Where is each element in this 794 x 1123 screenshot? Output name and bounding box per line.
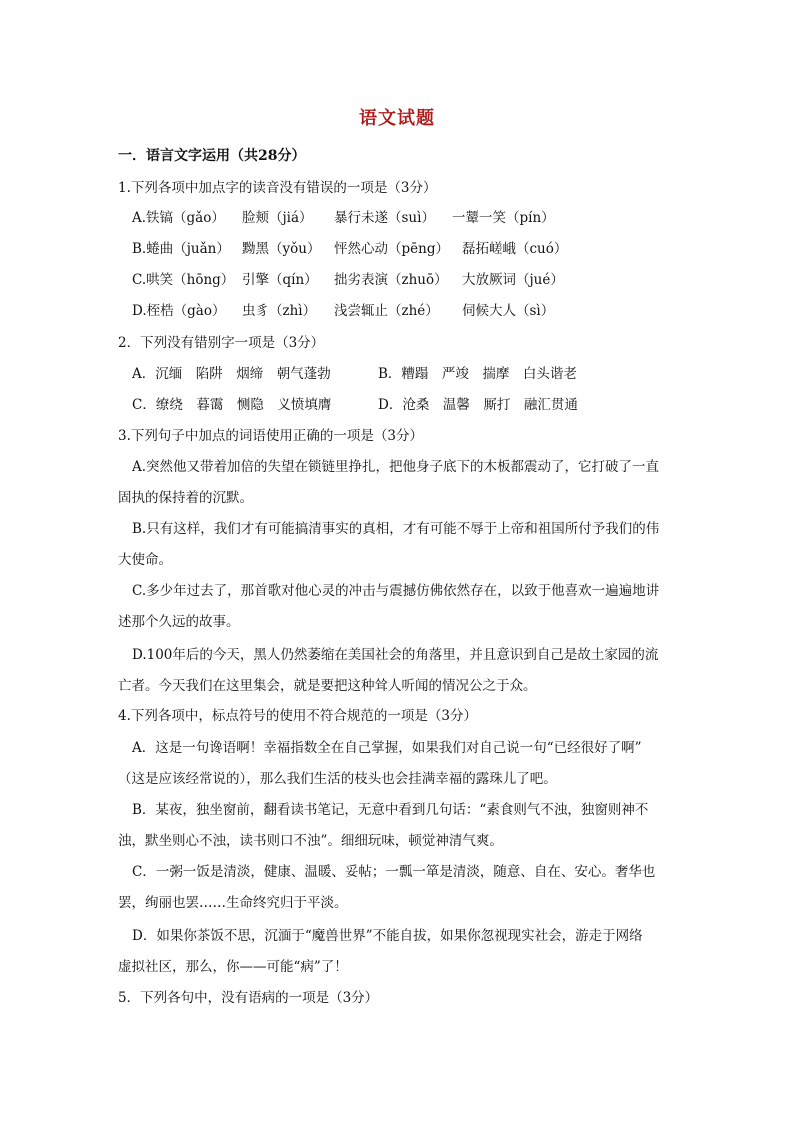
- q1-stem: 1.下列各项中加点字的读音没有错误的一项是（3分）: [118, 180, 437, 196]
- q3-option-c-line2: 述那个久远的故事。: [118, 614, 240, 630]
- q4-option-d-line1: D．如果你茶饭不思，沉湎于“魔兽世界”不能自拔，如果你忽视现实社会，游走于网络: [132, 928, 643, 944]
- q1-b-4: 磊拓嵯峨（cuó）: [462, 241, 568, 257]
- q1-a-1: A.铁镐（gǎo）: [132, 210, 225, 226]
- q3-option-d-line2: 亡者。今天我们在这里集会，就是要把这种耸人听闻的情况公之于众。: [118, 678, 537, 694]
- q1-option-c: [132, 270, 564, 290]
- q4-option-c-line1: C．一粥一饭是清淡，健康、温暖、妥帖；一瓢一箪是清淡，随意、自在、安心。奢华也: [132, 864, 656, 880]
- q2-option-b: B．糟蹋 严竣 揣摩 白头谐老: [378, 366, 577, 382]
- q4-option-b-line2: 浊，默坐则心不浊，读书则口不浊”。细细玩味，顿觉神清气爽。: [118, 833, 503, 849]
- q1-option-d: [132, 301, 554, 321]
- q3-option-a-line1: A.突然他又带着加倍的失望在锁链里挣扎，把他身子底下的木板都震动了，它打破了一直: [132, 459, 660, 475]
- page-title: 语文试题: [359, 108, 435, 129]
- q2-stem: 2．下列没有错别字一项是（3分）: [118, 335, 325, 351]
- q1-d-4: 伺候大人（sì）: [462, 303, 555, 319]
- q1-b-1: B.蜷曲（juǎn）: [132, 241, 230, 257]
- q4-option-d-line2: 虚拟社区，那么，你——可能“病”了！: [118, 959, 348, 975]
- q1-d-1: D.桎梏（gào）: [132, 303, 226, 319]
- q4-option-a-line1: A．这是一句谗语啊！幸福指数全在自己掌握，如果我们对自己说一句“已经很好了啊”: [132, 740, 642, 756]
- q4-option-b-line1: B．某夜，独坐窗前，翻看读书笔记，无意中看到几句话：“素食则气不浊，独窗则神不: [132, 802, 649, 818]
- q2-option-a: A．沉缅 陷阱 烟缔 朝气蓬勃: [132, 366, 331, 382]
- q1-option-b: [132, 239, 567, 259]
- q3-option-b-line2: 大使命。: [118, 552, 172, 568]
- q1-a-4: 一颦一笑（pín）: [452, 210, 555, 226]
- q2-option-c: C．缭绕 暮霭 恻隐 义愤填膺: [132, 397, 332, 413]
- q5-stem: 5．下列各句中，没有语病的一项是（3分）: [118, 990, 379, 1006]
- q3-option-a-line2: 固执的保持着的沉默。: [118, 490, 253, 506]
- q4-option-a-line2: （这是应该经常说的），那么我们生活的枝头也会挂满幸福的露珠儿了吧。: [118, 771, 557, 787]
- q4-stem: 4.下列各项中，标点符号的使用不符合规范的一项是（3分）: [118, 708, 477, 724]
- q1-d-3: 浅尝辄止（zhé）: [334, 303, 439, 319]
- q1-b-3: 怦然心动（pēng）: [334, 241, 449, 257]
- q3-option-c-line1: C.多少年过去了，那首歌对他心灵的冲击与震撼仿佛依然存在，以致于他喜欢一遍遍地讲: [132, 583, 660, 599]
- q3-option-b-line1: B.只有这样，我们才有可能搞清事实的真相，才有可能不辱于上帝和祖国所付予我们的伟: [132, 521, 660, 537]
- q1-c-1: C.哄笑（hōng）: [132, 272, 235, 288]
- q3-option-d-line1: D.100年后的今天，黑人仍然萎缩在美国社会的角落里，并且意识到自己是故土家园的流: [132, 647, 659, 663]
- q1-c-4: 大放厥词（jué）: [462, 272, 564, 288]
- q1-b-2: 黝黑（yǒu）: [242, 241, 321, 257]
- q1-a-2: 脸颊（jiá）: [242, 210, 313, 226]
- q1-d-2: 虫豸（zhì）: [242, 303, 317, 319]
- q3-stem: 3.下列句子中加点的词语使用正确的一项是（3分）: [118, 428, 423, 444]
- q1-c-2: 引擎（qín）: [242, 272, 318, 288]
- section-heading: 一．语言文字运用（共28分）: [118, 148, 306, 164]
- q1-c-3: 拙劣表演（zhuō）: [334, 272, 448, 288]
- q4-option-c-line2: 罢，绚丽也罢……生命终究归于平淡。: [118, 895, 348, 911]
- q2-option-d: D．沧桑 温馨 厮打 融汇贯通: [378, 397, 578, 413]
- q1-a-3: 暴行未遂（suì）: [334, 210, 435, 226]
- q1-option-a: [132, 208, 555, 228]
